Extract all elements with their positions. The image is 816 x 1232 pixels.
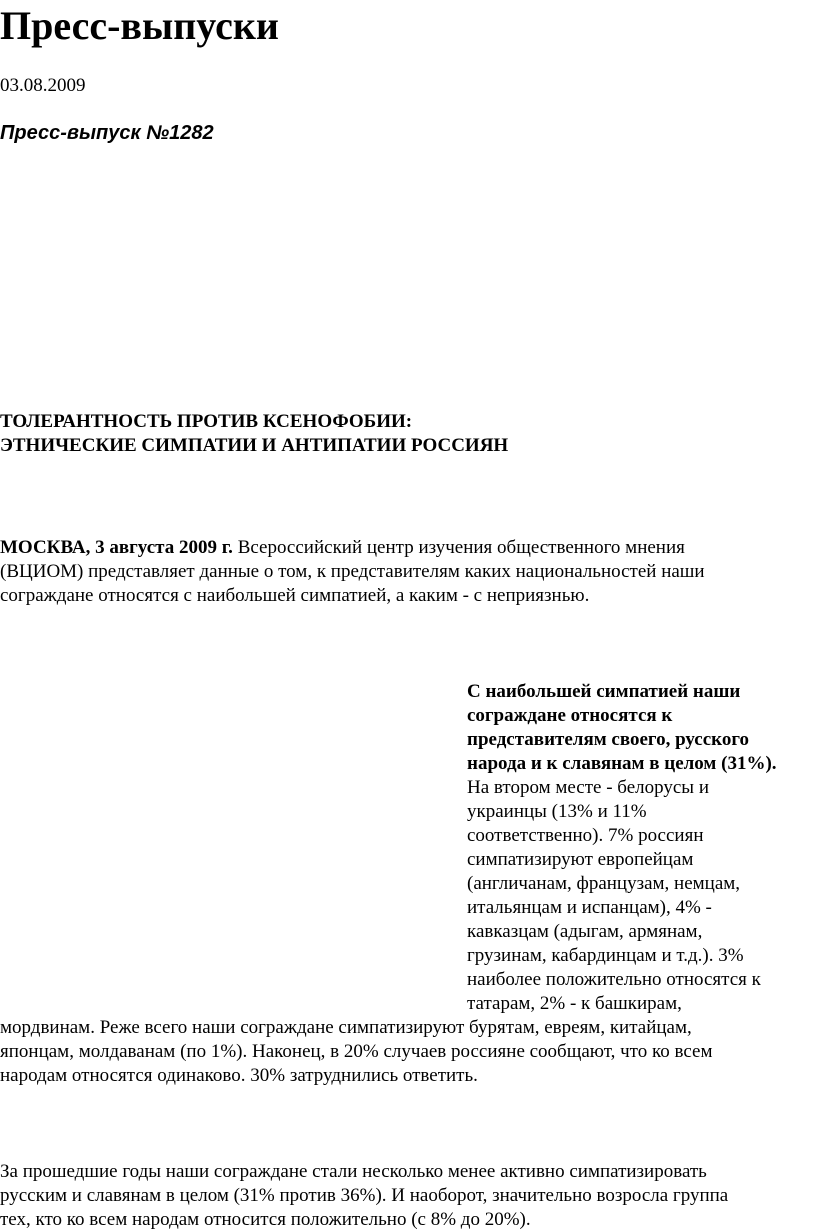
intro-paragraph: [0, 536, 816, 608]
trend-line: тех, кто ко всем народам относится положительно (с 8% до 20%).: [0, 1209, 531, 1230]
release-number: Пресс-выпуск №1282: [0, 122, 214, 144]
headline-line-2: ЭТНИЧЕСКИЕ СИМПАТИИ И АНТИПАТИИ РОССИЯН: [0, 435, 509, 456]
findings-bold-line: [467, 752, 816, 776]
findings-block: [467, 680, 816, 1016]
findings-bold-text: представителям своего, русского: [467, 729, 750, 750]
headline: [0, 410, 508, 458]
findings-line: (англичанам, французам, немцам,: [467, 873, 741, 894]
dateline: МОСКВА, 3 августа 2009 г.: [0, 537, 233, 558]
findings-bold-text: С наибольшей симпатией наши: [467, 681, 741, 702]
page-title: Пресс-выпуски: [0, 3, 279, 48]
findings-line: На втором месте - белорусы и: [467, 777, 709, 798]
findings-line: татарам, 2% - к башкирам,: [467, 993, 682, 1014]
trend-line: русским и славянам в целом (31% против 36%). И наоборот, значительно возросла группа: [0, 1185, 729, 1206]
continuation-line: японцам, молдаванам (по 1%). Наконец, в 20% случаев россияне сообщают, что ко всем: [0, 1041, 713, 1062]
findings-line: итальянцам и испанцам), 4% -: [467, 897, 712, 918]
continuation-line: мордвинам. Реже всего наши сограждане симпатизируют бурятам, евреям, китайцам,: [0, 1017, 692, 1038]
intro-line-2: (ВЦИОМ) представляет данные о том, к представителям каких национальностей наши: [0, 561, 705, 582]
findings-bold-line: [467, 680, 816, 704]
findings-bold-line: [467, 704, 816, 728]
findings-bold-text: народа и к славянам в целом (31%).: [467, 753, 777, 774]
release-date: 03.08.2009: [0, 75, 86, 96]
findings-line: грузинам, кабардинцам и т.д.). 3%: [467, 945, 744, 966]
trend-line: За прошедшие годы наши сограждане стали несколько менее активно симпатизировать: [0, 1161, 707, 1182]
intro-line-1-text: Всероссийский центр изучения общественного мнения: [232, 537, 685, 558]
findings-line: соответственно). 7% россиян: [467, 825, 704, 846]
findings-bold-text: сограждане относятся к: [467, 705, 673, 726]
findings-bold-line: [467, 728, 816, 752]
continuation-line: народам относятся одинаково. 30% затруднились ответить.: [0, 1065, 478, 1086]
findings-line: симпатизируют европейцам: [467, 849, 694, 870]
findings-line: кавказцам (адыгам, армянам,: [467, 921, 703, 942]
intro-line-3: сограждане относятся с наибольшей симпатией, а каким - с неприязнью.: [0, 585, 590, 606]
findings-continuation: [0, 1016, 712, 1088]
intro-line-1: [0, 536, 816, 560]
findings-line: украинцы (13% и 11%: [467, 801, 647, 822]
trend-paragraph: [0, 1160, 816, 1232]
findings-line: наиболее положительно относятся к: [467, 969, 761, 990]
headline-line-1: ТОЛЕРАНТНОСТЬ ПРОТИВ КСЕНОФОБИИ:: [0, 411, 413, 432]
